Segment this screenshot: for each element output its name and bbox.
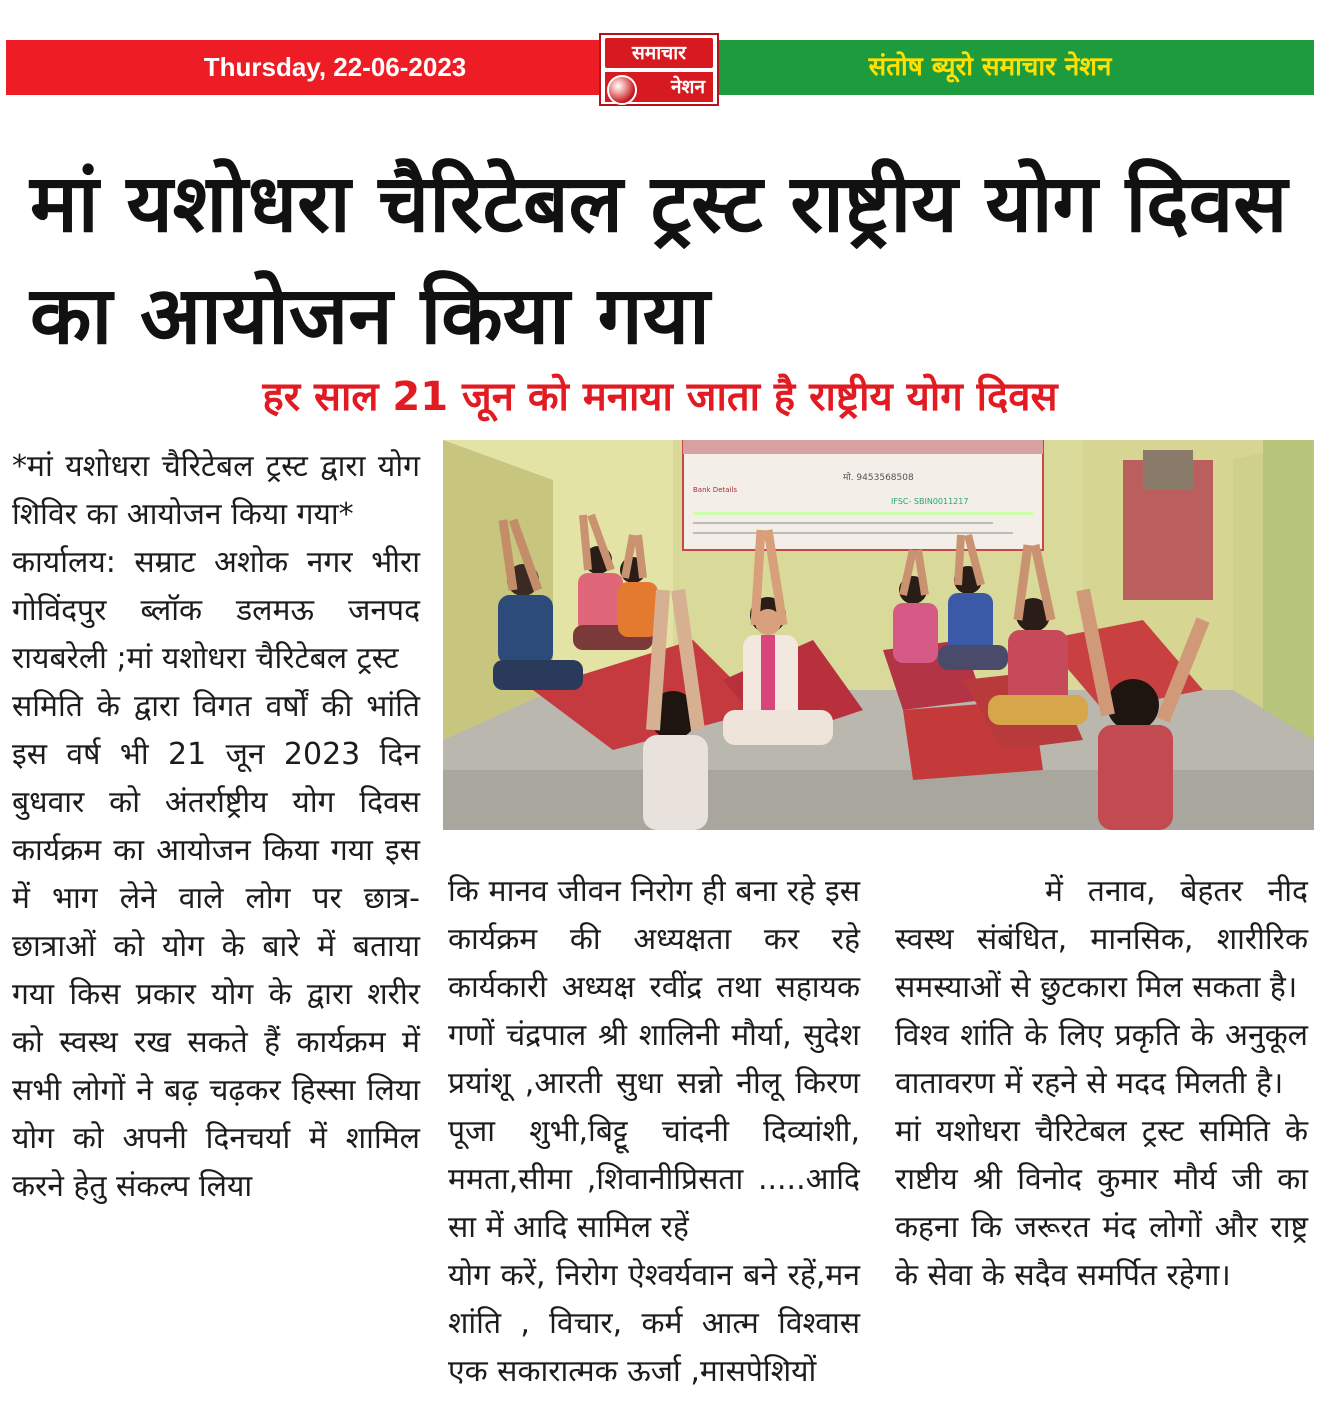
photo-banner — [683, 440, 1043, 550]
article-paragraph: विश्व शांति के लिए प्रकृति के अनुकूल वातावरण में रहने से मदद मिलती है। — [895, 1018, 1308, 1101]
article-left-column — [12, 443, 420, 1211]
article-paragraph: कार्यालय: सम्राट अशोक नगर भीरा गोविंदपुर ब्लॉक डलमऊ जनपद रायबरेली ;मां यशोधरा चैरिटेबल ट्रस्ट — [12, 545, 420, 676]
article-subheadline: हर साल 21 जून को मनाया जाता है राष्ट्रीय योग दिवस — [262, 374, 1058, 420]
article-paragraph: *मां यशोधरा चैरिटेबल ट्रस्ट द्वारा योग शिविर का आयोजन किया गया* — [12, 449, 420, 532]
article-paragraph: कि मानव जीवन निरोग ही बना रहे इस कार्यक्रम की अध्यक्षता कर रहे कार्यकारी अध्यक्ष रवींद्र तथा सहायक गणों चंद्रपाल श्री शालिनी मौर्या, सुदेश प्रयांशू ,आरती सुधा सन्नो नीलू किरण पूजा शुभी,बिट्टू चांदनी दिव्यांशी, ममता,सीमा ,शिवानीप्रिसता .....आदि सा में आदि सामिल रहें — [448, 874, 860, 1245]
yoga-event-photo — [443, 440, 1314, 830]
newspaper-logo — [599, 33, 719, 106]
article-paragraph: समिति के द्वारा विगत वर्षों की भांति इस वर्ष भी 21 जून 2023 दिन बुधवार को अंतर्राष्ट्रीय योग दिवस कार्यक्रम का आयोजन किया गया इस में भाग लेने वाले लोग पर छात्र-छात्राओं को योग के बारे में बताया गया किस प्रकार योग के द्वारा शरीर को स्वस्थ रख सकते हैं कार्यक्रम में सभी लोगों ने बढ़ चढ़कर हिस्सा लिया योग को अपनी दिनचर्या में शामिल करने हेतु संकल्प लिया — [12, 689, 420, 1204]
article-right-column — [895, 868, 1308, 1300]
logo-bottom-text: नेशन — [605, 72, 713, 102]
article-middle-column — [448, 868, 860, 1396]
globe-icon — [607, 75, 637, 105]
banner-contact: मो. 9453568508 — [843, 473, 914, 483]
article-headline: मां यशोधरा चैरिटेबल ट्रस्ट राष्ट्रीय योग दिवस का आयोजन किया गया — [30, 157, 1288, 362]
article-paragraph: में तनाव, बेहतर नीद स्वस्थ संबंधित, मानसिक, शारीरिक समस्याओं से छुटकारा मिल सकता है। — [895, 874, 1308, 1005]
article-paragraph: मां यशोधरा चैरिटेबल ट्रस्ट समिति के राष्टीय श्री विनोद कुमार मौर्य जी का कहना कि जरूरत मंद लोगों और राष्ट्र के सेवा के सदैव समर्पित रहेगा। — [895, 1114, 1308, 1293]
logo-top-text: समाचार — [605, 38, 713, 68]
banner-bank: Bank Details — [693, 486, 738, 494]
header-date: Thursday, 22-06-2023 — [203, 52, 467, 82]
banner-ifsc: IFSC- SBIN0011217 — [891, 497, 969, 506]
header-bureau: संतोष ब्यूरो समाचार नेशन — [868, 52, 1112, 82]
article-paragraph: योग करें, निरोग ऐश्वर्यवान बने रहें,मन शांति , विचार, कर्म आत्म विश्वास एक सकारात्मक ऊर्जा ,मासपेशियों — [448, 1258, 860, 1389]
